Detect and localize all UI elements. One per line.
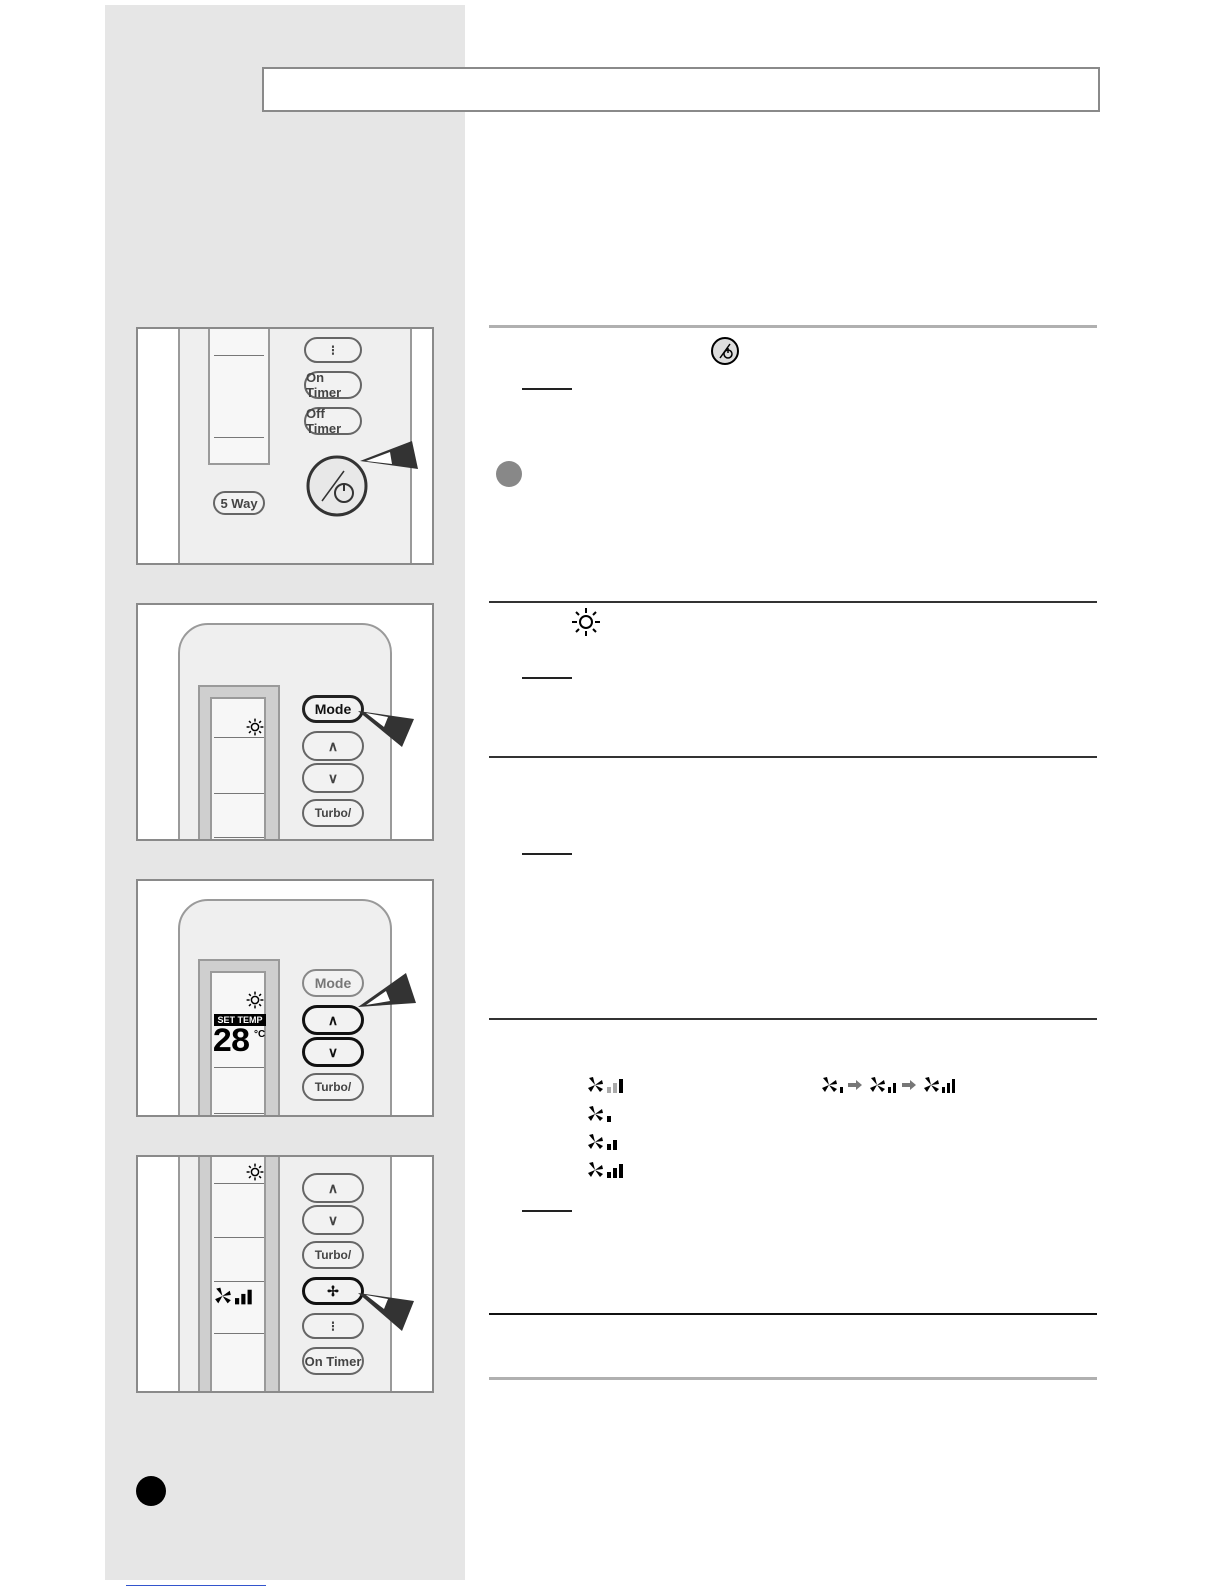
display-divider — [214, 837, 264, 838]
on-timer-button[interactable]: On Timer — [304, 371, 362, 399]
note-bullet-icon — [496, 461, 522, 487]
title-box — [262, 67, 1100, 112]
press-pointer-icon — [358, 973, 418, 1018]
heat-sun-icon — [246, 991, 264, 1009]
set-temp-value: 28 — [212, 1024, 249, 1062]
press-pointer-icon — [358, 1283, 418, 1333]
temp-down-button[interactable]: ∨ — [302, 763, 364, 793]
note-underline-4 — [522, 1210, 572, 1212]
fan-high-icon — [585, 1160, 629, 1180]
remote-panel-4 — [136, 1155, 434, 1393]
display-divider — [214, 1183, 264, 1184]
turbo-button[interactable]: Turbo/ — [302, 1241, 364, 1269]
remote-panel-3 — [136, 879, 434, 1117]
section-rule-4 — [489, 1018, 1097, 1020]
heat-sun-icon — [571, 607, 601, 637]
section-rule-2 — [489, 601, 1097, 603]
temp-up-button[interactable]: ∧ — [302, 1173, 364, 1203]
swing-button[interactable]: ⁝ — [304, 337, 362, 363]
heat-sun-icon — [246, 1163, 264, 1181]
press-pointer-icon — [360, 439, 420, 479]
fan-speed-button[interactable]: ✢ — [302, 1277, 364, 1305]
set-cancel-power-icon — [710, 336, 740, 366]
page-bullet-icon — [136, 1476, 166, 1506]
display-divider — [214, 1237, 264, 1238]
note-underline-3 — [522, 853, 572, 855]
remote-display-inner — [210, 1155, 266, 1393]
note-underline-1 — [522, 388, 572, 390]
section-rule-6 — [489, 1377, 1097, 1380]
display-divider — [214, 437, 264, 438]
display-divider — [214, 1281, 264, 1282]
fan-high-icon — [212, 1285, 258, 1307]
five-way-button[interactable]: 5 Way — [213, 491, 265, 515]
turbo-button[interactable]: Turbo/ — [302, 799, 364, 827]
swing-button[interactable]: ⁝ — [302, 1313, 364, 1339]
remote-panel-2 — [136, 603, 434, 841]
press-pointer-icon — [358, 697, 418, 747]
temp-up-button[interactable]: ∧ — [302, 1005, 364, 1035]
set-temp-label: SET TEMP — [214, 1014, 266, 1026]
display-divider — [214, 355, 264, 356]
mode-button[interactable]: Mode — [302, 695, 364, 723]
temp-down-button[interactable]: ∨ — [302, 1205, 364, 1235]
display-divider — [214, 793, 264, 794]
note-underline-2 — [522, 677, 572, 679]
display-divider — [214, 1067, 264, 1068]
remote-panel-1 — [136, 327, 434, 565]
section-rule-5 — [489, 1313, 1097, 1315]
fan-medium-icon — [585, 1132, 629, 1152]
temp-up-button[interactable]: ∧ — [302, 731, 364, 761]
turbo-button[interactable]: Turbo/ — [302, 1073, 364, 1101]
remote-display — [208, 327, 270, 465]
display-divider — [214, 1113, 264, 1114]
fan-sequence-icon — [820, 1075, 965, 1095]
set-temp-unit: °C — [254, 1029, 266, 1040]
heat-sun-icon — [246, 718, 264, 736]
mode-button[interactable]: Mode — [302, 969, 364, 997]
display-divider — [214, 1333, 264, 1334]
display-divider — [214, 737, 264, 738]
fan-low-icon — [585, 1104, 629, 1124]
section-rule-1 — [489, 325, 1097, 328]
fan-auto-icon — [585, 1075, 629, 1095]
section-rule-3 — [489, 756, 1097, 758]
temp-down-button[interactable]: ∨ — [302, 1037, 364, 1067]
off-timer-button[interactable]: Off Timer — [304, 407, 362, 435]
on-timer-button[interactable]: On Timer — [302, 1347, 364, 1375]
